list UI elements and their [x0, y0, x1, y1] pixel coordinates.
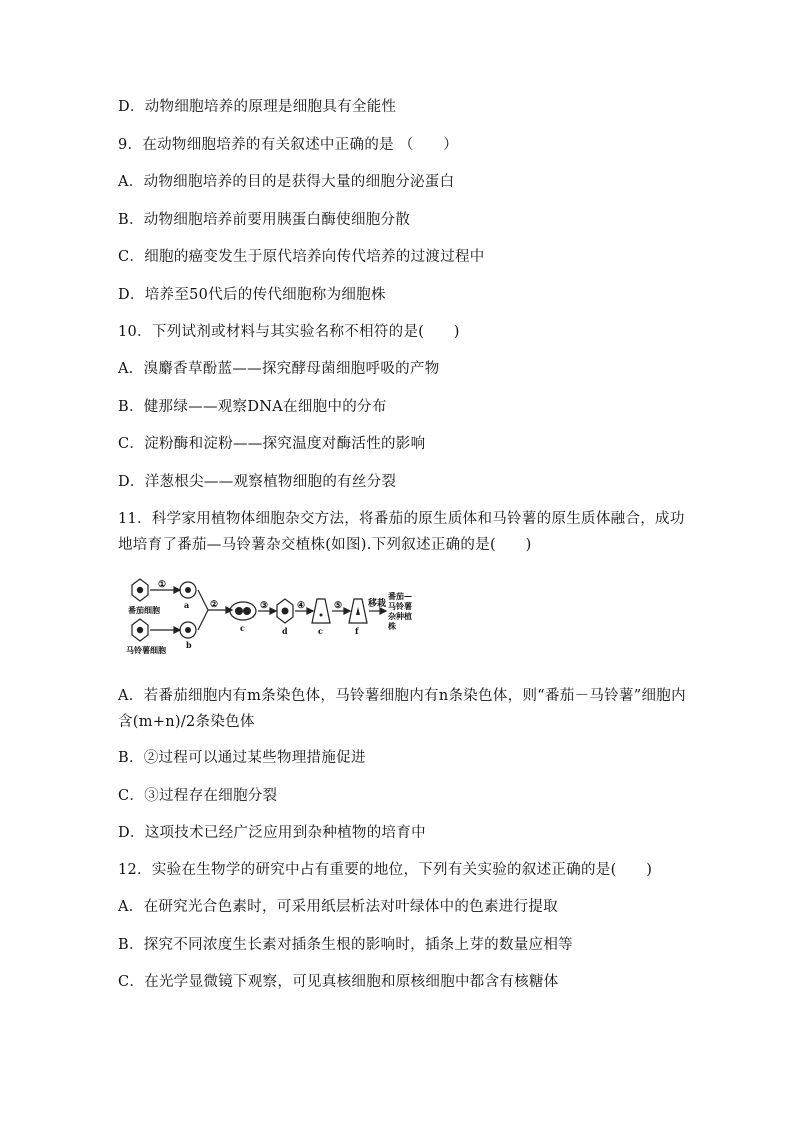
option-10a: A．溴麝香草酚蓝——探究酵母菌细胞呼吸的产物 [118, 361, 440, 377]
label-a: a [184, 600, 190, 610]
option-8d: D．动物细胞培养的原理是细胞具有全能性 [118, 99, 397, 115]
question-9: 9．在动物细胞培养的有关叙述中正确的是 （ ） [118, 137, 459, 153]
culture-flask-e [312, 599, 330, 623]
result-label-1: 番茄— [388, 591, 412, 601]
result-label-2: 马铃薯 [388, 601, 412, 611]
result-label-3: 杂种植 [388, 611, 412, 621]
label-c-fused: c [240, 623, 245, 633]
tomato-cell-label: 番茄细胞 [128, 605, 160, 615]
question-11: 11．科学家用植物体细胞杂交方法，将番茄的原生质体和马铃薯的原生质体融合，成功地培育了番茄—马铃薯杂交植株(如图).下列叙述正确的是( ) [118, 511, 685, 553]
step-2-label: ② [210, 600, 219, 610]
option-10c: C．淀粉酶和淀粉——探究温度对酶活性的影响 [118, 436, 426, 452]
option-9b: B．动物细胞培养前要用胰蛋白酶使细胞分散 [118, 212, 411, 228]
step-5-label: ⑤ [334, 601, 343, 611]
step-1-label: ① [158, 580, 167, 590]
question-12: 12．实验在生物学的研究中占有重要的地位，下列有关实验的叙述正确的是( ) [118, 862, 653, 878]
potato-cell-label: 马铃薯细胞 [126, 645, 166, 655]
option-9a: A．动物细胞培养的目的是获得大量的细胞分泌蛋白 [118, 174, 455, 190]
option-10d: D．洋葱根尖——观察植物细胞的有丝分裂 [118, 474, 397, 490]
step-3-label: ③ [260, 601, 269, 611]
label-f: f [355, 626, 359, 636]
label-d: d [282, 626, 288, 636]
cell-fusion-diagram [126, 577, 426, 657]
option-10b: B．健那绿——观察DNA在细胞中的分布 [118, 399, 387, 415]
step-4-label: ④ [297, 601, 306, 611]
option-9c: C．细胞的癌变发生于原代培养向传代培养的过渡过程中 [118, 249, 485, 265]
label-b: b [186, 640, 192, 650]
option-11a: A．若番茄细胞内有m条染色体，马铃薯细胞内有n条染色体，则“番茄－马铃薯”细胞内含(m+n)/2条染色体 [118, 688, 686, 730]
option-11b: B．②过程可以通过某些物理措施促进 [118, 750, 366, 766]
result-label-4: 株 [388, 621, 396, 631]
option-9d: D．培养至50代后的传代细胞称为细胞株 [118, 287, 386, 303]
option-12b: B．探究不同浓度生长素对插条生根的影响时，插条上芽的数量应相等 [118, 937, 573, 953]
question-10: 10．下列试剂或材料与其实验名称不相符的是( ) [118, 324, 460, 340]
option-11d: D．这项技术已经广泛应用到杂种植物的培育中 [118, 825, 426, 841]
option-12c: C．在光学显微镜下观察，可见真核细胞和原核细胞中都含有核糖体 [118, 974, 559, 990]
label-c-flask: c [318, 626, 323, 636]
option-12a: A．在研究光合色素时，可采用纸层析法对叶绿体中的色素进行提取 [118, 899, 558, 915]
transplant-label: 移栽 [368, 599, 387, 609]
option-11c: C．③过程存在细胞分裂 [118, 788, 278, 804]
